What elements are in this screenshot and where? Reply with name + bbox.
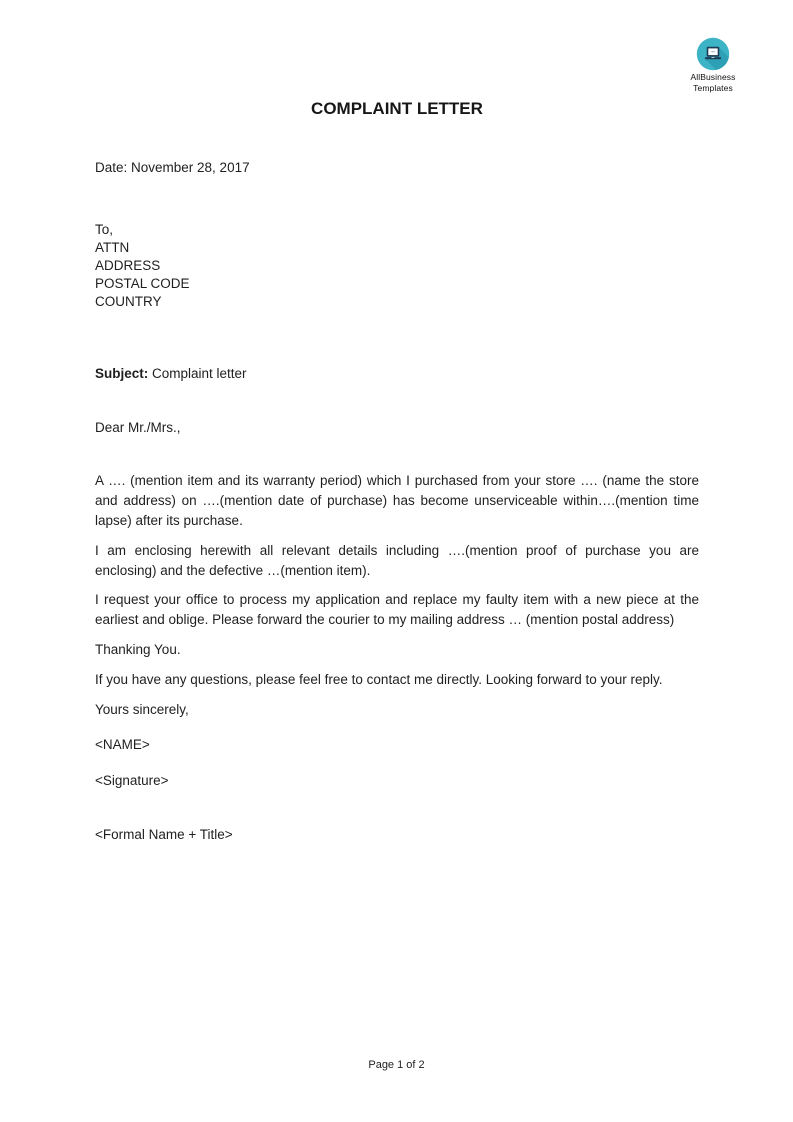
recipient-line-country: COUNTRY — [95, 294, 162, 309]
date-line: Date: November 28, 2017 — [95, 160, 250, 175]
body-paragraph-3: I request your office to process my application and replace my faulty item with a new piece at the earliest and oblige. Please forward the courier to my mailing address … (mention postal address) — [95, 592, 699, 627]
subject-line — [95, 364, 699, 384]
body-paragraph-1: A …. (mention item and its warranty period) which I purchased from your store …. (name the store and address) on ….(mention date of purchase) has become unserviceable within….(mention time lapse) after its purchase. — [95, 473, 699, 528]
subject-label: Subject: — [95, 366, 149, 381]
recipient-line-attn: ATTN — [95, 240, 130, 255]
letter-content — [95, 0, 699, 845]
body-paragraph-2: I am enclosing herewith all relevant details including ….(mention proof of purchase you are enclosing) and the defective …(mention item). — [95, 543, 699, 578]
recipient-line-postal-code: POSTAL CODE — [95, 276, 190, 291]
logo-text-line2: Templates — [693, 82, 733, 93]
page-number-footer: Page 1 of 2 — [368, 1059, 425, 1071]
signature-placeholder: <Signature> — [95, 773, 169, 788]
thanking-line: Thanking You. — [95, 642, 181, 657]
subject-text: Complaint letter — [148, 366, 247, 381]
closing-line: Yours sincerely, — [95, 702, 189, 717]
salutation: Dear Mr./Mrs., — [95, 420, 181, 435]
laptop-icon — [695, 36, 731, 72]
questions-line: If you have any questions, please feel free to contact me directly. Looking forward to your reply. — [95, 672, 663, 687]
recipient-block — [95, 221, 699, 311]
name-placeholder: <NAME> — [95, 737, 150, 752]
letter-title: COMPLAINT LETTER — [311, 99, 483, 118]
logo-text-line1: AllBusiness — [690, 72, 736, 82]
formal-name-title-placeholder: <Formal Name + Title> — [95, 827, 233, 842]
recipient-line-address: ADDRESS — [95, 258, 161, 273]
recipient-line-to: To, — [95, 222, 114, 237]
